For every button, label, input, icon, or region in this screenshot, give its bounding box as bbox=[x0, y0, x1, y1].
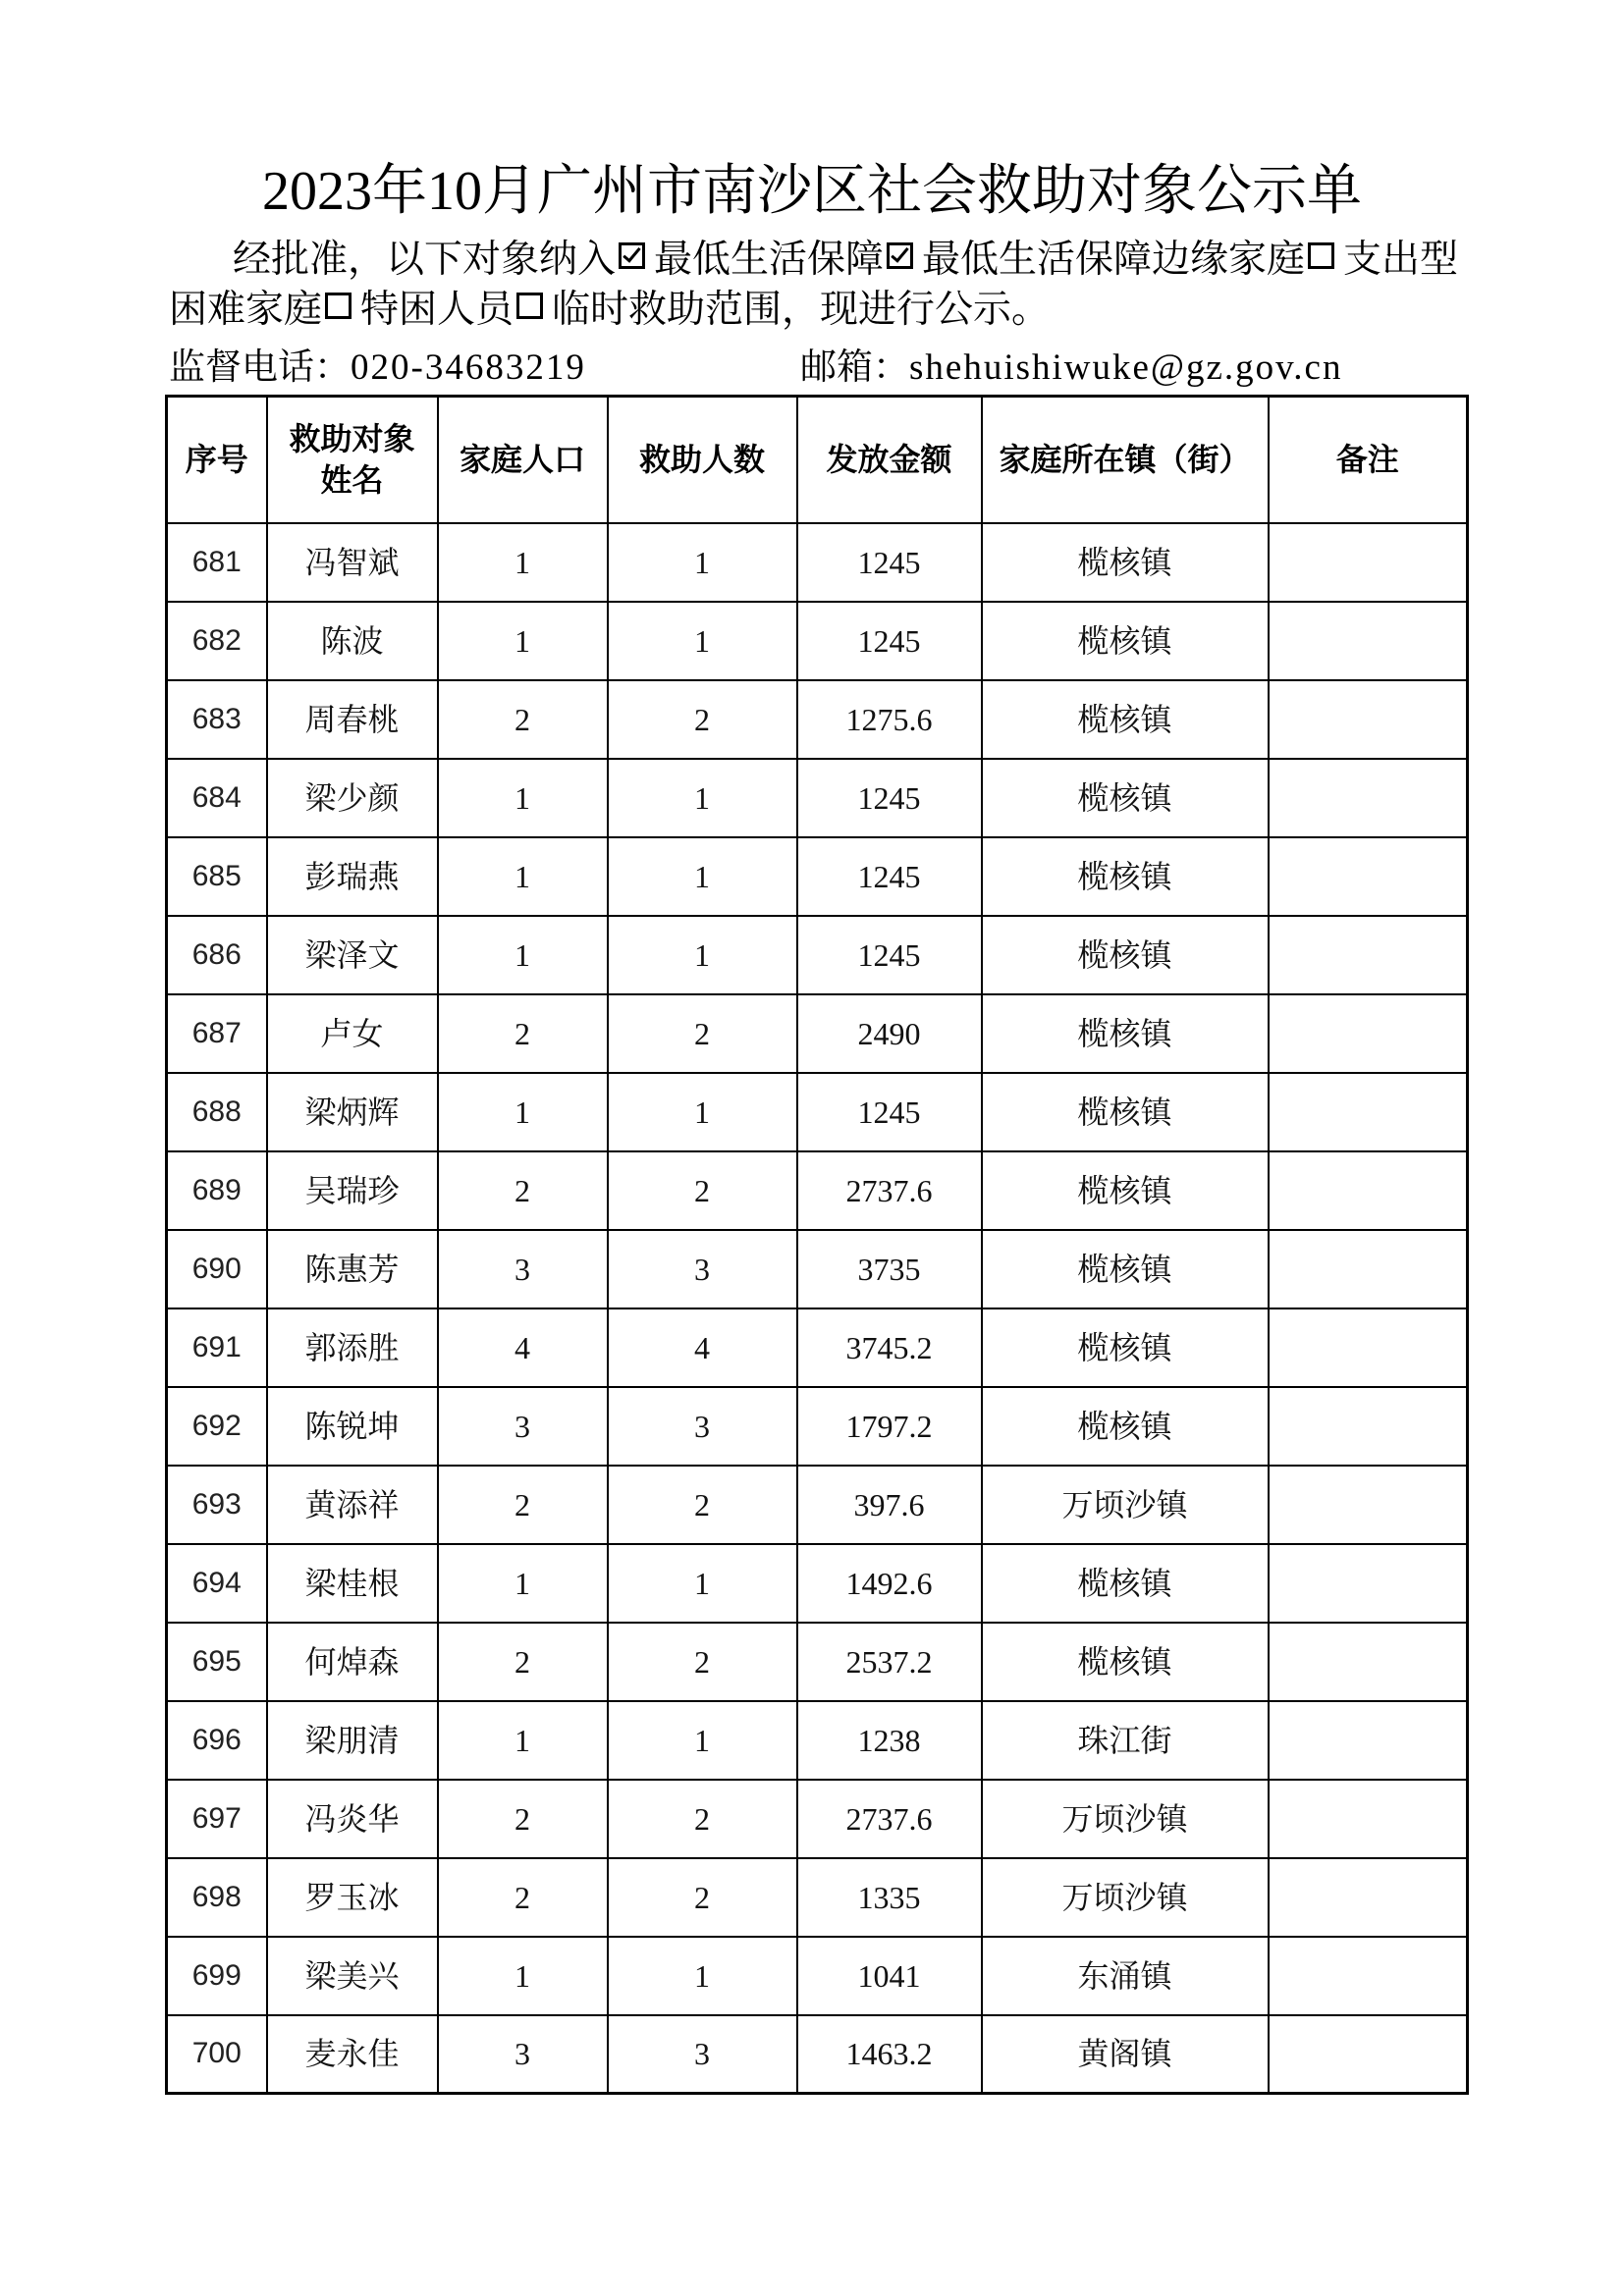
name-cell: 陈锐坤 bbox=[267, 1387, 438, 1466]
seq-cell: 691 bbox=[167, 1308, 267, 1387]
household-size-cell: 2 bbox=[438, 1466, 608, 1544]
name-cell: 梁炳辉 bbox=[267, 1073, 438, 1151]
town-cell: 珠江街 bbox=[982, 1701, 1269, 1780]
name-cell: 何焯森 bbox=[267, 1623, 438, 1701]
amount-cell: 3745.2 bbox=[797, 1308, 982, 1387]
name-cell: 梁桂根 bbox=[267, 1544, 438, 1623]
household-size-cell: 1 bbox=[438, 1544, 608, 1623]
amount-cell: 2737.6 bbox=[797, 1780, 982, 1858]
amount-cell: 1797.2 bbox=[797, 1387, 982, 1466]
name-cell: 陈惠芳 bbox=[267, 1230, 438, 1308]
household-size-cell: 1 bbox=[438, 523, 608, 602]
seq-cell: 692 bbox=[167, 1387, 267, 1466]
household-size-cell: 2 bbox=[438, 1858, 608, 1937]
name-cell: 罗玉冰 bbox=[267, 1858, 438, 1937]
aided-count-cell: 3 bbox=[608, 1387, 797, 1466]
amount-cell: 1335 bbox=[797, 1858, 982, 1937]
household-size-cell: 2 bbox=[438, 994, 608, 1073]
amount-cell: 2737.6 bbox=[797, 1151, 982, 1230]
aided-count-cell: 2 bbox=[608, 1858, 797, 1937]
remark-cell bbox=[1269, 1387, 1468, 1466]
min-living-checkbox-icon bbox=[616, 239, 654, 277]
town-cell: 榄核镇 bbox=[982, 916, 1269, 994]
remark-cell bbox=[1269, 1544, 1468, 1623]
remark-cell bbox=[1269, 1701, 1468, 1780]
option-temporary-aid bbox=[514, 289, 705, 331]
name-cell: 彭瑞燕 bbox=[267, 837, 438, 916]
header-household-size: 家庭人口 bbox=[438, 397, 608, 523]
seq-cell: 689 bbox=[167, 1151, 267, 1230]
table-row bbox=[167, 1858, 1468, 1937]
town-cell: 榄核镇 bbox=[982, 523, 1269, 602]
aided-count-cell: 3 bbox=[608, 1230, 797, 1308]
extreme-poverty-label: 特困人员 bbox=[360, 289, 514, 331]
household-size-cell: 2 bbox=[438, 1623, 608, 1701]
name-cell: 陈波 bbox=[267, 602, 438, 680]
table-row bbox=[167, 916, 1468, 994]
amount-cell: 1245 bbox=[797, 1073, 982, 1151]
town-cell: 榄核镇 bbox=[982, 602, 1269, 680]
header-remark: 备注 bbox=[1269, 397, 1468, 523]
table-row bbox=[167, 1623, 1468, 1701]
table-row bbox=[167, 602, 1468, 680]
email-label: 邮箱： bbox=[800, 347, 909, 388]
marginal-family-checkbox-icon bbox=[884, 239, 922, 277]
option-marginal-family bbox=[884, 239, 1305, 281]
seq-cell: 693 bbox=[167, 1466, 267, 1544]
household-size-cell: 1 bbox=[438, 602, 608, 680]
household-size-cell: 1 bbox=[438, 916, 608, 994]
household-size-cell: 1 bbox=[438, 759, 608, 837]
aided-count-cell: 3 bbox=[608, 2015, 797, 2094]
seq-cell: 687 bbox=[167, 994, 267, 1073]
amount-cell: 2490 bbox=[797, 994, 982, 1073]
town-cell: 榄核镇 bbox=[982, 759, 1269, 837]
town-cell: 榄核镇 bbox=[982, 994, 1269, 1073]
supervision-phone-number: 020-34683219 bbox=[351, 347, 586, 388]
town-cell: 榄核镇 bbox=[982, 1073, 1269, 1151]
seq-cell: 698 bbox=[167, 1858, 267, 1937]
header-town: 家庭所在镇（街） bbox=[982, 397, 1269, 523]
town-cell: 榄核镇 bbox=[982, 1308, 1269, 1387]
name-cell: 卢女 bbox=[267, 994, 438, 1073]
town-cell: 榄核镇 bbox=[982, 837, 1269, 916]
table-row bbox=[167, 1466, 1468, 1544]
aided-count-cell: 2 bbox=[608, 680, 797, 759]
option-extreme-poverty bbox=[322, 289, 514, 331]
table-row bbox=[167, 1387, 1468, 1466]
table-row bbox=[167, 994, 1468, 1073]
town-cell: 榄核镇 bbox=[982, 1387, 1269, 1466]
seq-cell: 681 bbox=[167, 523, 267, 602]
supervision-phone-label: 监督电话： bbox=[169, 347, 351, 388]
table-row bbox=[167, 759, 1468, 837]
name-cell: 梁少颜 bbox=[267, 759, 438, 837]
aided-count-cell: 1 bbox=[608, 523, 797, 602]
table-row bbox=[167, 1073, 1468, 1151]
town-cell: 万顷沙镇 bbox=[982, 1780, 1269, 1858]
min-living-label: 最低生活保障 bbox=[654, 239, 885, 281]
remark-cell bbox=[1269, 680, 1468, 759]
aided-count-cell: 1 bbox=[608, 759, 797, 837]
aided-count-cell: 1 bbox=[608, 1937, 797, 2015]
remark-cell bbox=[1269, 1623, 1468, 1701]
seq-cell: 683 bbox=[167, 680, 267, 759]
table-row bbox=[167, 2015, 1468, 2094]
remark-cell bbox=[1269, 1230, 1468, 1308]
aided-count-cell: 2 bbox=[608, 1466, 797, 1544]
aided-count-cell: 1 bbox=[608, 1544, 797, 1623]
remark-cell bbox=[1269, 1073, 1468, 1151]
town-cell: 榄核镇 bbox=[982, 680, 1269, 759]
seq-cell: 690 bbox=[167, 1230, 267, 1308]
amount-cell: 1245 bbox=[797, 916, 982, 994]
aided-count-cell: 1 bbox=[608, 602, 797, 680]
household-size-cell: 1 bbox=[438, 1701, 608, 1780]
remark-cell bbox=[1269, 1308, 1468, 1387]
seq-cell: 696 bbox=[167, 1701, 267, 1780]
household-size-cell: 2 bbox=[438, 1151, 608, 1230]
aided-count-cell: 4 bbox=[608, 1308, 797, 1387]
town-cell: 榄核镇 bbox=[982, 1230, 1269, 1308]
seq-cell: 684 bbox=[167, 759, 267, 837]
remark-cell bbox=[1269, 837, 1468, 916]
amount-cell: 3735 bbox=[797, 1230, 982, 1308]
aided-count-cell: 2 bbox=[608, 1151, 797, 1230]
supervision-email bbox=[800, 344, 1342, 393]
household-size-cell: 2 bbox=[438, 1780, 608, 1858]
table-row bbox=[167, 837, 1468, 916]
table-header-row bbox=[167, 397, 1468, 523]
amount-cell: 1463.2 bbox=[797, 2015, 982, 2094]
name-cell: 麦永佳 bbox=[267, 2015, 438, 2094]
remark-cell bbox=[1269, 1937, 1468, 2015]
seq-cell: 695 bbox=[167, 1623, 267, 1701]
household-size-cell: 1 bbox=[438, 1073, 608, 1151]
household-size-cell: 3 bbox=[438, 1230, 608, 1308]
remark-cell bbox=[1269, 759, 1468, 837]
remark-cell bbox=[1269, 994, 1468, 1073]
amount-cell: 397.6 bbox=[797, 1466, 982, 1544]
name-cell: 吴瑞珍 bbox=[267, 1151, 438, 1230]
amount-cell: 1041 bbox=[797, 1937, 982, 2015]
seq-cell: 688 bbox=[167, 1073, 267, 1151]
name-cell: 冯智斌 bbox=[267, 523, 438, 602]
household-size-cell: 2 bbox=[438, 680, 608, 759]
option-min-living bbox=[616, 239, 884, 281]
remark-cell bbox=[1269, 1151, 1468, 1230]
table-row bbox=[167, 1780, 1468, 1858]
name-cell: 梁泽文 bbox=[267, 916, 438, 994]
extreme-poverty-checkbox-icon bbox=[322, 289, 360, 327]
table-row bbox=[167, 1701, 1468, 1780]
table-row bbox=[167, 1230, 1468, 1308]
page-title: 2023年10月广州市南沙区社会救助对象公示单 bbox=[262, 161, 1362, 222]
name-cell: 黄添祥 bbox=[267, 1466, 438, 1544]
household-size-cell: 3 bbox=[438, 1387, 608, 1466]
amount-cell: 1245 bbox=[797, 523, 982, 602]
table-row bbox=[167, 1544, 1468, 1623]
amount-cell: 1492.6 bbox=[797, 1544, 982, 1623]
name-cell: 梁朋清 bbox=[267, 1701, 438, 1780]
table-row bbox=[167, 523, 1468, 602]
email-address: shehuishiwuke@gz.gov.cn bbox=[909, 347, 1343, 388]
town-cell: 万顷沙镇 bbox=[982, 1466, 1269, 1544]
amount-cell: 1245 bbox=[797, 759, 982, 837]
seq-cell: 699 bbox=[167, 1937, 267, 2015]
seq-cell: 682 bbox=[167, 602, 267, 680]
remark-cell bbox=[1269, 916, 1468, 994]
table-row bbox=[167, 1937, 1468, 2015]
aided-count-cell: 1 bbox=[608, 916, 797, 994]
town-cell: 榄核镇 bbox=[982, 1151, 1269, 1230]
header-name: 救助对象姓名 bbox=[267, 397, 438, 523]
household-size-cell: 3 bbox=[438, 2015, 608, 2094]
remark-cell bbox=[1269, 602, 1468, 680]
header-amount: 发放金额 bbox=[797, 397, 982, 523]
remark-cell bbox=[1269, 1780, 1468, 1858]
amount-cell: 1238 bbox=[797, 1701, 982, 1780]
temporary-aid-checkbox-icon bbox=[514, 289, 552, 327]
marginal-family-label: 最低生活保障边缘家庭 bbox=[922, 239, 1306, 281]
aided-count-cell: 1 bbox=[608, 1073, 797, 1151]
aided-count-cell: 2 bbox=[608, 1623, 797, 1701]
aided-count-cell: 2 bbox=[608, 994, 797, 1073]
remark-cell bbox=[1269, 2015, 1468, 2094]
household-size-cell: 1 bbox=[438, 1937, 608, 2015]
notice-intro: 经批准，以下对象纳入 bbox=[233, 239, 617, 281]
seq-cell: 700 bbox=[167, 2015, 267, 2094]
seq-cell: 697 bbox=[167, 1780, 267, 1858]
aided-count-cell: 2 bbox=[608, 1780, 797, 1858]
expenditure-hardship-checkbox-icon bbox=[1305, 239, 1343, 277]
household-size-cell: 4 bbox=[438, 1308, 608, 1387]
name-cell: 周春桃 bbox=[267, 680, 438, 759]
seq-cell: 685 bbox=[167, 837, 267, 916]
amount-cell: 2537.2 bbox=[797, 1623, 982, 1701]
remark-cell bbox=[1269, 1466, 1468, 1544]
aided-count-cell: 1 bbox=[608, 837, 797, 916]
aided-count-cell: 1 bbox=[608, 1701, 797, 1780]
household-size-cell: 1 bbox=[438, 837, 608, 916]
name-cell: 梁美兴 bbox=[267, 1937, 438, 2015]
recipients-table bbox=[165, 395, 1469, 2095]
table-row bbox=[167, 1151, 1468, 1230]
header-seq: 序号 bbox=[167, 397, 267, 523]
notice-paragraph bbox=[169, 235, 1475, 335]
town-cell: 榄核镇 bbox=[982, 1544, 1269, 1623]
amount-cell: 1245 bbox=[797, 602, 982, 680]
temporary-aid-label: 临时救助 bbox=[552, 289, 706, 331]
notice-outro: 范围，现进行公示。 bbox=[705, 289, 1051, 331]
name-cell: 冯炎华 bbox=[267, 1780, 438, 1858]
town-cell: 万顷沙镇 bbox=[982, 1858, 1269, 1937]
seq-cell: 686 bbox=[167, 916, 267, 994]
town-cell: 东涌镇 bbox=[982, 1937, 1269, 2015]
amount-cell: 1275.6 bbox=[797, 680, 982, 759]
remark-cell bbox=[1269, 523, 1468, 602]
town-cell: 黄阁镇 bbox=[982, 2015, 1269, 2094]
table-row bbox=[167, 680, 1468, 759]
supervision-phone bbox=[169, 344, 586, 393]
town-cell: 榄核镇 bbox=[982, 1623, 1269, 1701]
table-body bbox=[167, 523, 1468, 2094]
remark-cell bbox=[1269, 1858, 1468, 1937]
expenditure-hardship-label: 支出型困难家庭 bbox=[169, 239, 1459, 331]
amount-cell: 1245 bbox=[797, 837, 982, 916]
table-row bbox=[167, 1308, 1468, 1387]
name-cell: 郭添胜 bbox=[267, 1308, 438, 1387]
seq-cell: 694 bbox=[167, 1544, 267, 1623]
header-aided-count: 救助人数 bbox=[608, 397, 797, 523]
